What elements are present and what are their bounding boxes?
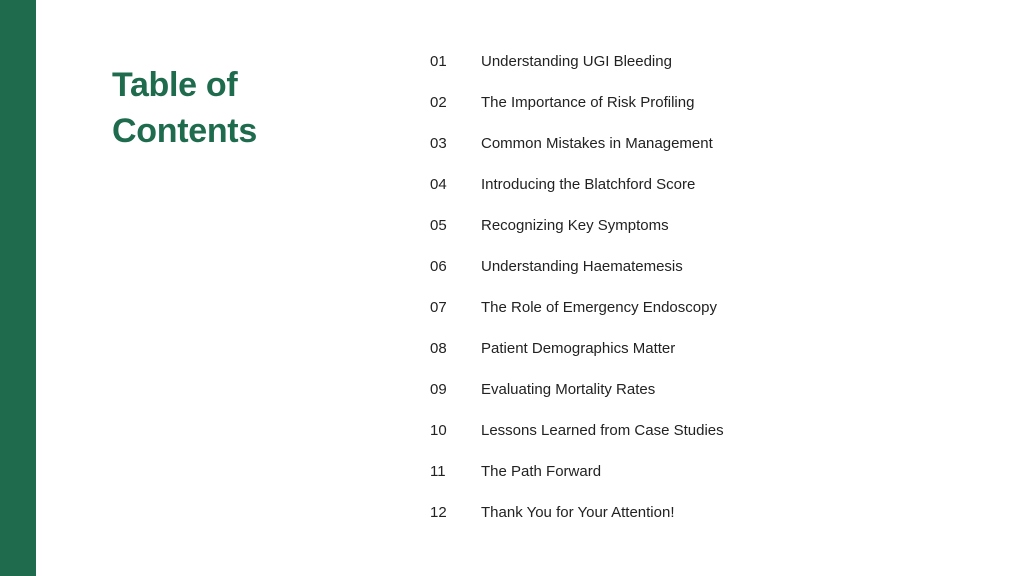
toc-item-label: The Importance of Risk Profiling bbox=[481, 94, 695, 111]
toc-item-08 bbox=[430, 328, 990, 369]
toc-item-01 bbox=[430, 41, 990, 82]
toc-item-10 bbox=[430, 410, 990, 451]
toc-item-number: 06 bbox=[430, 258, 447, 275]
toc-item-05 bbox=[430, 205, 990, 246]
toc-item-number: 10 bbox=[430, 422, 447, 439]
toc-item-label: Lessons Learned from Case Studies bbox=[481, 422, 724, 439]
toc-item-label: The Path Forward bbox=[481, 463, 602, 480]
toc-item-label: Understanding UGI Bleeding bbox=[481, 53, 672, 70]
toc-item-02 bbox=[430, 82, 990, 123]
toc-item-03 bbox=[430, 123, 990, 164]
toc-item-number: 01 bbox=[430, 53, 447, 70]
toc-item-number: 05 bbox=[430, 217, 447, 234]
toc-item-label: Introducing the Blatchford Score bbox=[481, 176, 696, 193]
page-title-line-2: Contents bbox=[112, 112, 257, 150]
side-accent-bar bbox=[0, 0, 36, 576]
toc-item-label: Evaluating Mortality Rates bbox=[481, 381, 656, 398]
toc-item-number: 12 bbox=[430, 504, 447, 521]
toc-item-12 bbox=[430, 492, 990, 533]
toc-item-label: Thank You for Your Attention! bbox=[481, 504, 675, 521]
toc-item-09 bbox=[430, 369, 990, 410]
toc-item-number: 04 bbox=[430, 176, 447, 193]
toc-item-07 bbox=[430, 287, 990, 328]
toc-item-number: 09 bbox=[430, 381, 447, 398]
toc-item-number: 07 bbox=[430, 299, 447, 316]
toc-item-label: Recognizing Key Symptoms bbox=[481, 217, 669, 234]
page-title-line-1: Table of bbox=[112, 66, 238, 104]
page-title bbox=[112, 62, 372, 154]
toc-item-11 bbox=[430, 451, 990, 492]
toc-item-06 bbox=[430, 246, 990, 287]
toc-item-label: The Role of Emergency Endoscopy bbox=[481, 299, 717, 316]
toc-item-label: Common Mistakes in Management bbox=[481, 135, 713, 152]
toc-item-number: 08 bbox=[430, 340, 447, 357]
toc-item-number: 11 bbox=[430, 463, 446, 480]
toc-item-number: 02 bbox=[430, 94, 447, 111]
toc-item-04 bbox=[430, 164, 990, 205]
toc-item-label: Patient Demographics Matter bbox=[481, 340, 676, 357]
table-of-contents-list bbox=[430, 41, 990, 533]
toc-item-number: 03 bbox=[430, 135, 447, 152]
toc-item-label: Understanding Haematemesis bbox=[481, 258, 683, 275]
